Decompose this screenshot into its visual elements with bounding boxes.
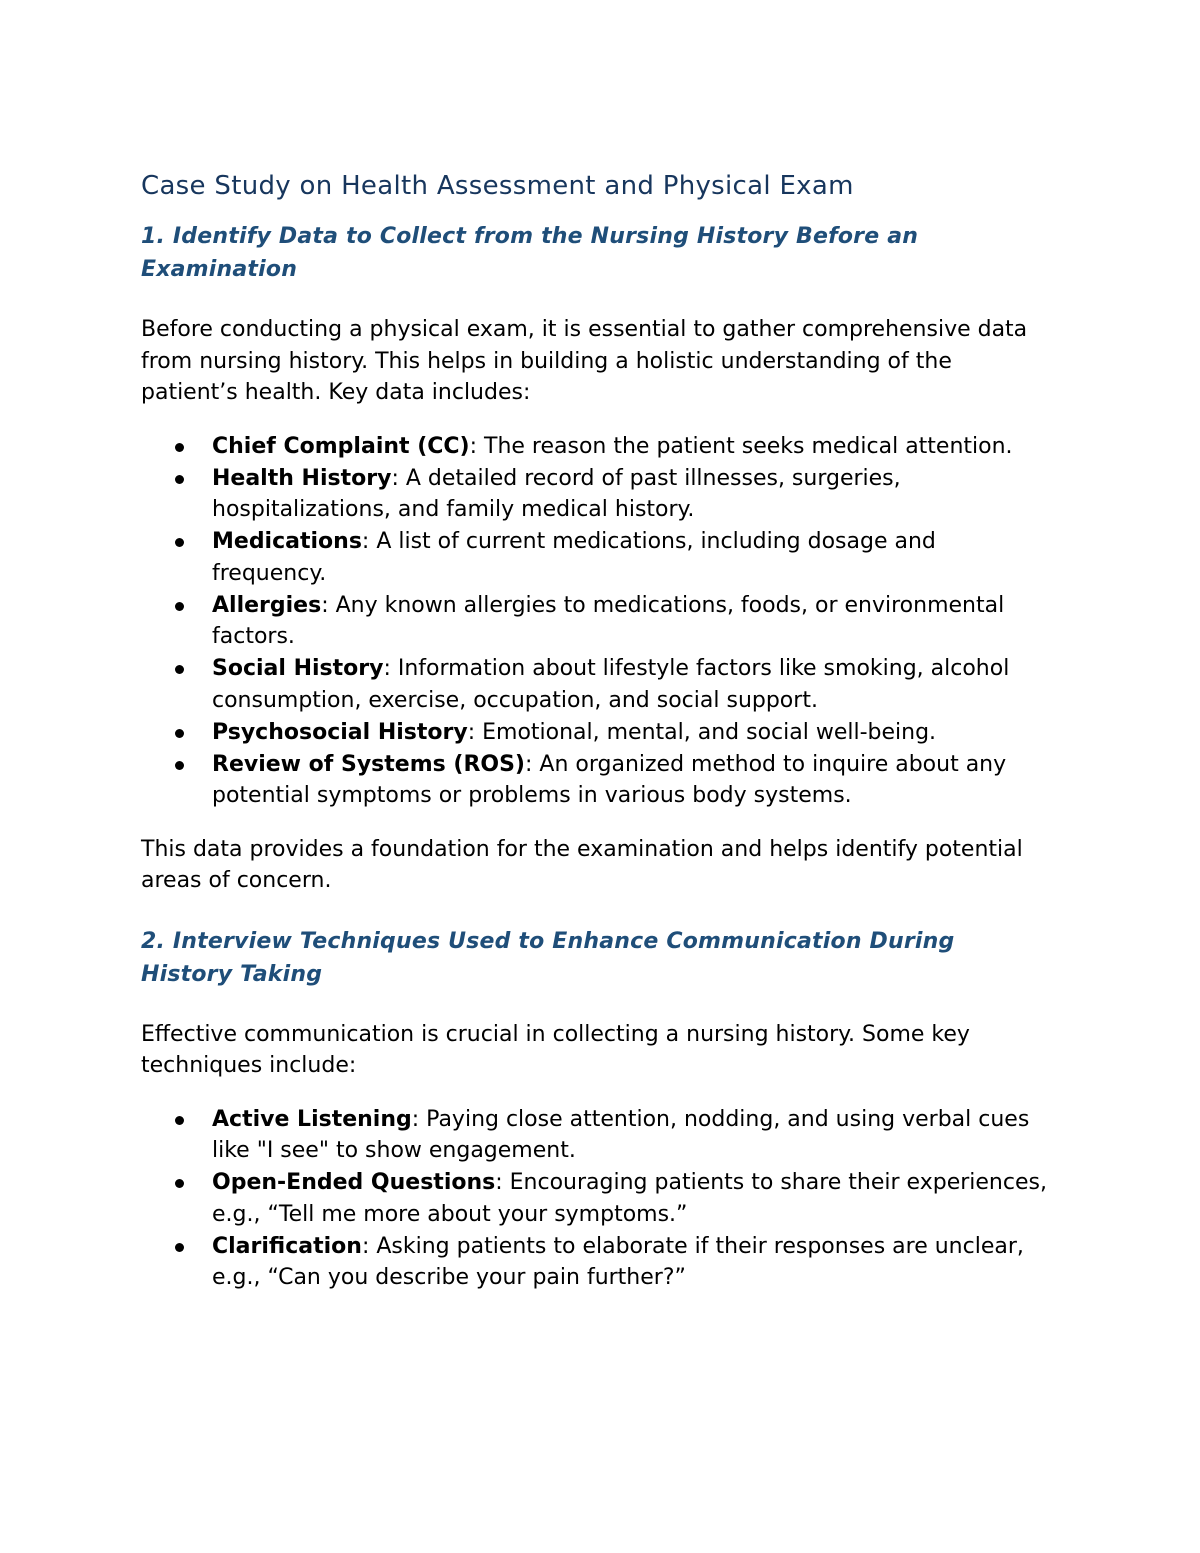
item-text: : Information about lifestyle factors like smoking, alcohol consumption, exercise, occupation, and social support. xyxy=(212,656,1010,713)
section-2-list xyxy=(141,1104,1051,1294)
bullet-icon xyxy=(175,602,184,611)
document-title: Case Study on Health Assessment and Physical Exam xyxy=(141,171,854,201)
item-term: Psychosocial History xyxy=(212,719,468,745)
item-term: Active Listening xyxy=(212,1106,412,1132)
item-text: : Encouraging patients to share their experiences, e.g., “Tell me more about your symptoms.” xyxy=(212,1170,1047,1227)
list-item xyxy=(141,526,1051,589)
bullet-icon xyxy=(175,729,184,738)
document-page xyxy=(141,160,1051,1294)
list-item xyxy=(141,1104,1051,1167)
list-item xyxy=(141,653,1051,716)
item-text: : A list of current medications, including dosage and frequency. xyxy=(212,529,936,586)
list-item xyxy=(141,1167,1051,1230)
bullet-icon xyxy=(175,1116,184,1125)
item-term: Allergies xyxy=(212,592,322,618)
item-term: Review of Systems (ROS) xyxy=(212,751,525,777)
section-2-heading: 2. Interview Techniques Used to Enhance Communication During History Taking xyxy=(141,928,955,987)
bullet-icon xyxy=(175,443,184,452)
bullet-icon xyxy=(175,665,184,674)
bullet-icon xyxy=(175,475,184,484)
item-text: : A detailed record of past illnesses, surgeries, hospitalizations, and family medical history. xyxy=(212,465,901,522)
item-text: : Asking patients to elaborate if their responses are unclear, e.g., “Can you describe your pain further?” xyxy=(212,1233,1024,1290)
item-text: : The reason the patient seeks medical attention. xyxy=(469,433,1013,459)
section-1-conclusion: This data provides a foundation for the examination and helps identify potential areas of concern. xyxy=(141,836,1023,893)
section-1-intro: Before conducting a physical exam, it is essential to gather comprehensive data from nursing history. This helps in building a holistic understanding of the patient’s health. Key data includes: xyxy=(141,317,1028,405)
section-1-list xyxy=(141,431,1051,812)
list-item xyxy=(141,1231,1051,1294)
section-2-intro: Effective communication is crucial in collecting a nursing history. Some key techniques include: xyxy=(141,1021,970,1078)
bullet-icon xyxy=(175,1179,184,1188)
item-term: Medications xyxy=(212,529,362,554)
item-term: Chief Complaint (CC) xyxy=(212,433,470,459)
item-text: : Emotional, mental, and social well-being. xyxy=(467,719,937,745)
bullet-icon xyxy=(175,1243,184,1252)
item-term: Health History xyxy=(212,465,392,491)
list-item xyxy=(141,463,1051,526)
list-item xyxy=(141,590,1051,653)
list-item xyxy=(141,749,1051,812)
item-term: Social History xyxy=(212,656,384,681)
list-item xyxy=(141,717,1051,749)
item-text: : An organized method to inquire about any potential symptoms or problems in various body systems. xyxy=(212,751,1007,808)
item-text: : Paying close attention, nodding, and using verbal cues like "I see" to show engagement. xyxy=(212,1106,1030,1163)
bullet-icon xyxy=(175,761,184,770)
section-1-heading: 1. Identify Data to Collect from the Nursing History Before an Examination xyxy=(141,224,919,282)
item-text: : Any known allergies to medications, foods, or environmental factors. xyxy=(212,592,1005,649)
list-item xyxy=(141,431,1051,463)
item-term: Open-Ended Questions xyxy=(212,1170,496,1195)
item-term: Clarification xyxy=(212,1233,362,1259)
bullet-icon xyxy=(175,538,184,547)
